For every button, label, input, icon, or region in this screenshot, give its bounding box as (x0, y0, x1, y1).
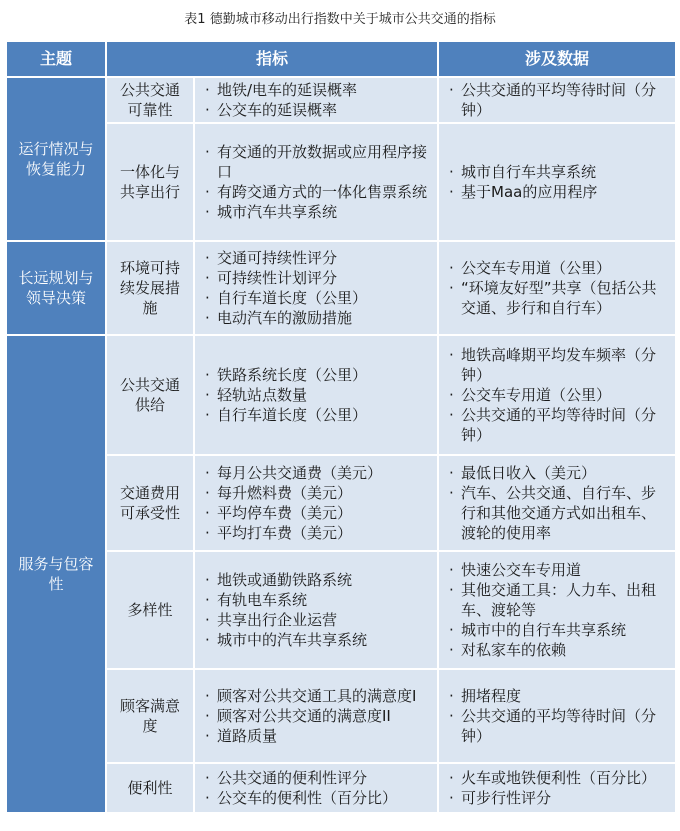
indicator-item: · 有跨交通方式的一体化售票系统 (205, 182, 431, 202)
header-indicator: 指标 (106, 41, 438, 77)
data-item: · 公共交通的平均等待时间（分钟） (449, 405, 669, 445)
table-row (6, 669, 676, 763)
data-item: · “环境友好型”共享（包括公共交通、步行和自行车） (449, 278, 669, 318)
subtheme-cell: 公共交通供给 (106, 335, 194, 455)
indicator-item: · 交通可持续性评分 (205, 248, 431, 268)
indicator-item: · 平均停车费（美元） (205, 503, 431, 523)
header-data: 涉及数据 (438, 41, 676, 77)
table-row (6, 241, 676, 335)
data-item: · 最低日收入（美元） (449, 463, 669, 483)
data-cell (438, 763, 676, 813)
theme-cell: 长远规划与领导决策 (6, 241, 106, 335)
subtheme-cell: 一体化与共享出行 (106, 123, 194, 241)
indicator-item: · 自行车道长度（公里） (205, 288, 431, 308)
indicator-item: · 城市中的汽车共享系统 (205, 630, 431, 650)
data-item: · 对私家车的依赖 (449, 640, 669, 660)
header-theme: 主题 (6, 41, 106, 77)
subtheme-cell: 环境可持续发展措施 (106, 241, 194, 335)
indicator-item: · 顾客对公共交通工具的满意度I (205, 686, 431, 706)
data-item: · 地铁高峰期平均发车频率（分钟） (449, 345, 669, 385)
indicator-item: · 地铁或通勤铁路系统 (205, 570, 431, 590)
indicator-cell (194, 77, 438, 123)
table-row (6, 77, 676, 123)
data-cell (438, 241, 676, 335)
indicator-table (5, 40, 677, 814)
indicator-cell (194, 763, 438, 813)
indicator-item: · 电动汽车的激励措施 (205, 308, 431, 328)
table-row (6, 551, 676, 669)
indicator-cell (194, 123, 438, 241)
table-row (6, 763, 676, 813)
indicator-item: · 自行车道长度（公里） (205, 405, 431, 425)
theme-cell: 服务与包容性 (6, 335, 106, 813)
indicator-cell (194, 551, 438, 669)
indicator-item: · 公共交通的便利性评分 (205, 768, 431, 788)
subtheme-cell: 交通费用可承受性 (106, 455, 194, 551)
indicator-item: · 平均打车费（美元） (205, 523, 431, 543)
data-item: · 公交车专用道（公里） (449, 385, 669, 405)
indicator-item: · 顾客对公共交通的满意度II (205, 706, 431, 726)
data-cell (438, 335, 676, 455)
data-cell (438, 455, 676, 551)
data-item: · 城市中的自行车共享系统 (449, 620, 669, 640)
indicator-item: · 有轨电车系统 (205, 590, 431, 610)
indicator-cell (194, 335, 438, 455)
subtheme-cell: 便利性 (106, 763, 194, 813)
indicator-item: · 轻轨站点数量 (205, 385, 431, 405)
header-row (6, 41, 676, 77)
indicator-cell (194, 669, 438, 763)
data-item: · 公交车专用道（公里） (449, 258, 669, 278)
subtheme-cell: 公共交通可靠性 (106, 77, 194, 123)
indicator-item: · 共享出行企业运营 (205, 610, 431, 630)
indicator-cell (194, 455, 438, 551)
indicator-item: · 每升燃料费（美元） (205, 483, 431, 503)
indicator-item: · 城市汽车共享系统 (205, 202, 431, 222)
theme-cell: 运行情况与恢复能力 (6, 77, 106, 241)
indicator-item: · 铁路系统长度（公里） (205, 365, 431, 385)
data-item: · 基于Maa的应用程序 (449, 182, 669, 202)
indicator-cell (194, 241, 438, 335)
indicator-item: · 公交车的便利性（百分比） (205, 788, 431, 808)
data-item: · 城市自行车共享系统 (449, 162, 669, 182)
table-row (6, 123, 676, 241)
indicator-item: · 每月公共交通费（美元） (205, 463, 431, 483)
indicator-item: · 地铁/电车的延误概率 (205, 80, 431, 100)
data-item: · 汽车、公共交通、自行车、步行和其他交通方式如出租车、渡轮的使用率 (449, 483, 669, 543)
data-item: · 火车或地铁便利性（百分比） (449, 768, 669, 788)
data-item: · 公共交通的平均等待时间（分钟） (449, 706, 669, 746)
subtheme-cell: 多样性 (106, 551, 194, 669)
data-cell (438, 669, 676, 763)
data-cell (438, 77, 676, 123)
data-cell (438, 551, 676, 669)
data-item: · 公共交通的平均等待时间（分钟） (449, 80, 669, 120)
data-item: · 其他交通工具：人力车、出租车、渡轮等 (449, 580, 669, 620)
table-row (6, 335, 676, 455)
indicator-item: · 可持续性计划评分 (205, 268, 431, 288)
subtheme-cell: 顾客满意度 (106, 669, 194, 763)
table-row (6, 455, 676, 551)
indicator-item: · 道路质量 (205, 726, 431, 746)
indicator-item: · 公交车的延误概率 (205, 100, 431, 120)
indicator-item: · 有交通的开放数据或应用程序接口 (205, 142, 431, 182)
data-item: · 拥堵程度 (449, 686, 669, 706)
data-item: · 可步行性评分 (449, 788, 669, 808)
data-item: · 快速公交车专用道 (449, 560, 669, 580)
data-cell (438, 123, 676, 241)
table-caption: 表1 德勤城市移动出行指数中关于城市公共交通的指标 (184, 12, 496, 27)
